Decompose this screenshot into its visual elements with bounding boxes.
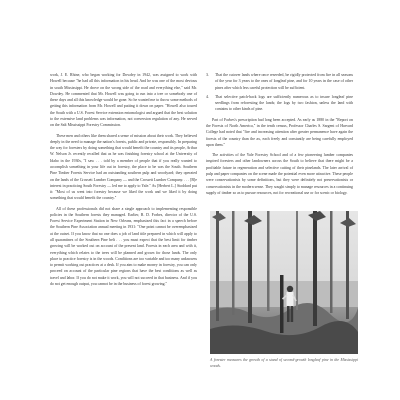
body-paragraph: These men and others like them shared a sense of mission about their work. They believed deeply in the need to manage the nation's forests, public and private, responsibly. In preparing the way for foresters by doing something that would benefit the country and its people, Arthur W. Nelson Jr. recently recalled that as he was finishing forestry school at the University of Idaho in the 1930s, "I saw . . . told by a member of people that if you really wanted to accomplish something in your life out in forestry, the place to be was the South. Southern Pine Timber Forests Service had an outstanding southern pulp and woodyard; they operated on the lands of the Crossett Lumber Company — and the Crossett Lumber Company. . . . [B]e interest in practicing South Forestry — led me to apply to Yale." As [Herbert L.] Stoddard put it: "Most of us went into forestry because we liked the work and we liked it by doing something that would benefit the country." [50,133,197,201]
list-item-number: 3. [206,73,209,77]
forest-photo [210,211,358,354]
list-item [206,94,353,113]
list-item-number: 4. [206,94,209,99]
numbered-list [206,72,353,113]
list-item-text: That selective patch-back logs are sufficiently numerous as to insure longleaf pine seedlings from reforesting the lands; the logs by two fashion, unless the land with contains to other kinds of pine. [215,94,353,112]
body-paragraph: All of these professionals did not share a single approach to implementing responsible policies in the Southern forests they managed. Earlier, R. D. Forbes, director of the U.S. Forest Service Experiment Station in New Orleans, emphasized this fact in a speech before the Southern Pine Association annual meeting in 1931: "One point cannot be overemphasized at the outset. If you know that no one does a job of land title prepared in which will apply to all quarantines of the Southern Pine belt . . . you must expect that the best limit for timber growing will be worked out on account of the present land. Forests in each area and with it, everything which relates to the trees will be planned and grown for those lands. The only place to practice forestry is in the woods. Conditions are too variable and too many unknowns to permit working out practices at a desk. If you aim to make money in forestry, you can only proceed on account of the particular pine regions that have the best conditions as well as travel and labor. If you do not make it work, you will not succeed in that business. And if you do not get enough output, you cannot be in the business of forest growing." [50,206,197,286]
right-text-column [206,72,353,200]
list-item-text: That the cutover lands where once reseeded, be rigidly protected from fire in all seasons of the year for 3 years to the ones of longleaf pine, and for 10 years in the case of other pines after which less careful protection will be sufficient. [215,73,353,90]
body-paragraph: work, J. E. Rhine, who began working for Dowdey in 1942, was assigned to work with Howell because "he had all this information in his head. And he was one of the most devious in south Mississippi. He drove on the wrong side of the road and everything else," said Mr. Dowdey. He commented that Mr. Howell was going to run into a tree or somebody one of these days and all this knowledge would be gone. So he wanted me to throw some methods of getting this information from Mr. Howell and putting it down on paper. "Howell also toured the South with a U.S. Forest Service extension entomologist and argued that the best solution to the extensive land problems was information, not conversion regulation of any. He served on the Salt Mississippi Forestry Commission. [50,73,197,128]
body-paragraph: Part of Forbes's prescription had long been accepted. As early as 1880 in the "Report on the Forests of North America," in the tenth census, Professor Charles S. Sargent of Harvard College had noted that "fire and increasing attention after greater permanence have again the forests of the country than the ax, each freely and constantly are being carefully employed upon them." [206,117,353,147]
list-item [206,72,353,91]
figure-caption: A forester measures the growth of a stand of second-growth longleaf pine in the Mississippi woods. [210,358,358,369]
forest-photo-image [210,211,358,354]
left-text-column [50,72,197,291]
body-paragraph: The activities of the Yale Forestry School and of a few pioneering lumber companies inspired foresters and other landowners across the South to believe that there might be a profitable future in regeneration and selective cutting of their pinelands. The later arrival of pulp and paper companies on the scene made the potential even more attractive. These people were conservationists by some definitions, but they were definitely not preservationists or conservationists in the modern sense. They sought simply to manage resources in a continuing supply of timber so as to pursue resources, not for recreational use or for scenic or biology. [206,153,353,195]
